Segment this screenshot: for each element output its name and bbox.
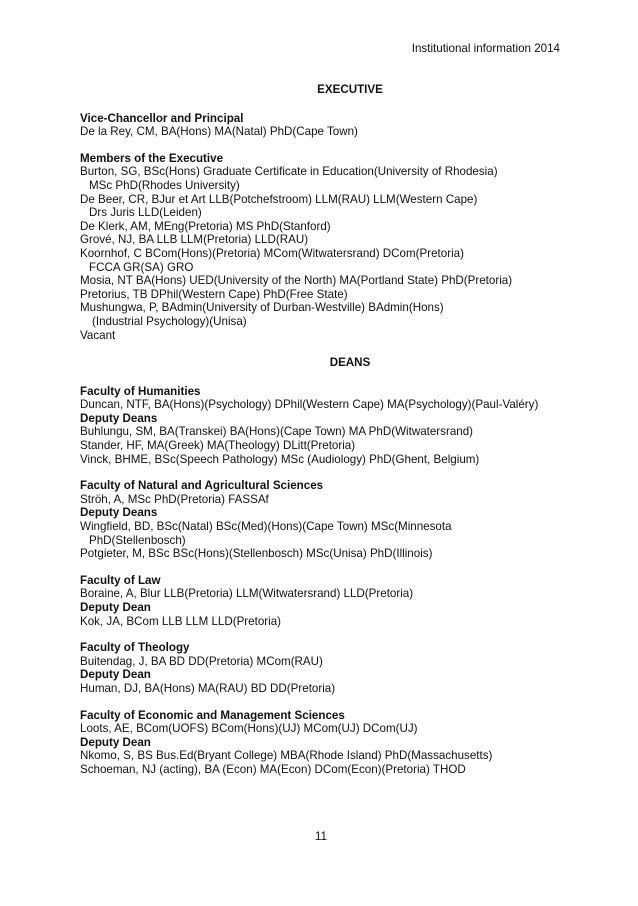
entry-group: [80, 641, 580, 695]
person-entry: Potgieter, M, BSc BSc(Hons)(Stellenbosch) MSc(Unisa) PhD(Illinois): [80, 547, 433, 561]
person-entry: Drs Juris LLD(Leiden): [89, 206, 202, 220]
running-header: Institutional information 2014: [411, 42, 560, 55]
person-entry: Human, DJ, BA(Hons) MA(RAU) BD DD(Pretoria): [80, 681, 336, 695]
entry-group: [80, 479, 580, 561]
section-title: EXECUTIVE: [317, 83, 383, 96]
entry-group: [80, 574, 580, 628]
person-entry: Vacant: [80, 328, 116, 342]
person-entry: Burton, SG, BSc(Hons) Graduate Certificate in Education(University of Rhodesia): [80, 165, 498, 179]
person-entry: Ströh, A, MSc PhD(Pretoria) FASSAf: [80, 492, 269, 506]
entry-group: [80, 152, 580, 342]
role-heading: Faculty of Economic and Management Sciences: [80, 708, 345, 722]
section-deans: [80, 356, 580, 776]
person-entry: Buhlungu, SM, BA(Transkei) BA(Hons)(Cape Town) MA PhD(Witwatersrand): [80, 425, 474, 439]
entry-group: [80, 112, 580, 139]
role-heading: Members of the Executive: [80, 151, 224, 165]
entry-group: [80, 385, 580, 467]
role-heading: Faculty of Law: [80, 573, 161, 587]
entry-group: [80, 709, 580, 777]
person-entry: Boraine, A, Blur LLB(Pretoria) LLM(Witwatersrand) LLD(Pretoria): [80, 587, 414, 601]
role-heading: Deputy Dean: [80, 735, 151, 749]
role-heading: Faculty of Humanities: [80, 384, 201, 398]
person-entry: Wingfield, BD, BSc(Natal) BSc(Med)(Hons)(Cape Town) MSc(Minnesota: [80, 520, 452, 534]
person-entry: Duncan, NTF, BA(Hons)(Psychology) DPhil(Western Cape) MA(Psychology)(Paul-Valéry): [80, 398, 539, 412]
person-entry: De la Rey, CM, BA(Hons) MA(Natal) PhD(Cape Town): [80, 125, 358, 139]
person-entry: Mosia, NT BA(Hons) UED(University of the North) MA(Portland State) PhD(Pretoria): [80, 274, 513, 288]
person-entry: Koornhof, C BCom(Hons)(Pretoria) MCom(Witwatersrand) DCom(Pretoria): [80, 246, 464, 260]
person-entry: Schoeman, NJ (acting), BA (Econ) MA(Econ) DCom(Econ)(Pretoria) THOD: [80, 762, 466, 776]
section-title: DEANS: [329, 356, 371, 370]
role-heading: Faculty of Natural and Agricultural Sciences: [80, 479, 324, 493]
section-executive: [80, 83, 580, 342]
person-entry: PhD(Stellenbosch): [89, 533, 186, 547]
person-entry: De Klerk, AM, MEng(Pretoria) MS PhD(Stanford): [80, 219, 331, 233]
page-footer: [0, 830, 638, 844]
person-entry: Mushungwa, P, BAdmin(University of Durban-Westville) BAdmin(Hons): [80, 301, 444, 315]
role-heading: Vice-Chancellor and Principal: [80, 111, 244, 125]
role-heading: Deputy Dean: [80, 601, 151, 614]
person-entry: De Beer, CR, BJur et Art LLB(Potchefstroom) LLM(RAU) LLM(Western Cape): [80, 192, 478, 206]
role-heading: Deputy Deans: [80, 506, 158, 520]
person-entry: Stander, HF, MA(Greek) MA(Theology) DLitt(Pretoria): [80, 439, 356, 453]
person-entry: Buitendag, J, BA BD DD(Pretoria) MCom(RAU): [80, 654, 323, 668]
person-entry: Vinck, BHME, BSc(Speech Pathology) MSc (Audiology) PhD(Ghent, Belgium): [80, 452, 480, 466]
person-entry: MSc PhD(Rhodes University): [89, 178, 240, 192]
person-entry: Nkomo, S, BS Bus.Ed(Bryant College) MBA(Rhode Island) PhD(Massachusetts): [80, 749, 493, 763]
role-heading: Deputy Dean: [80, 668, 151, 682]
role-heading: Faculty of Theology: [80, 641, 190, 655]
document-body: [80, 83, 580, 791]
role-heading: Deputy Deans: [80, 411, 158, 425]
person-entry: Kok, JA, BCom LLB LLM LLD(Pretoria): [80, 614, 282, 628]
person-entry: Pretorius, TB DPhil(Western Cape) PhD(Free State): [80, 287, 348, 301]
person-entry: FCCA GR(SA) GRO: [89, 260, 194, 274]
person-entry: Loots, AE, BCom(UOFS) BCom(Hons)(UJ) MCom(UJ) DCom(UJ): [80, 722, 418, 736]
page-number: 11: [314, 830, 328, 843]
person-entry: (Industrial Psychology)(Unisa): [92, 314, 247, 328]
person-entry: Grové, NJ, BA LLB LLM(Pretoria) LLD(RAU): [80, 233, 309, 247]
